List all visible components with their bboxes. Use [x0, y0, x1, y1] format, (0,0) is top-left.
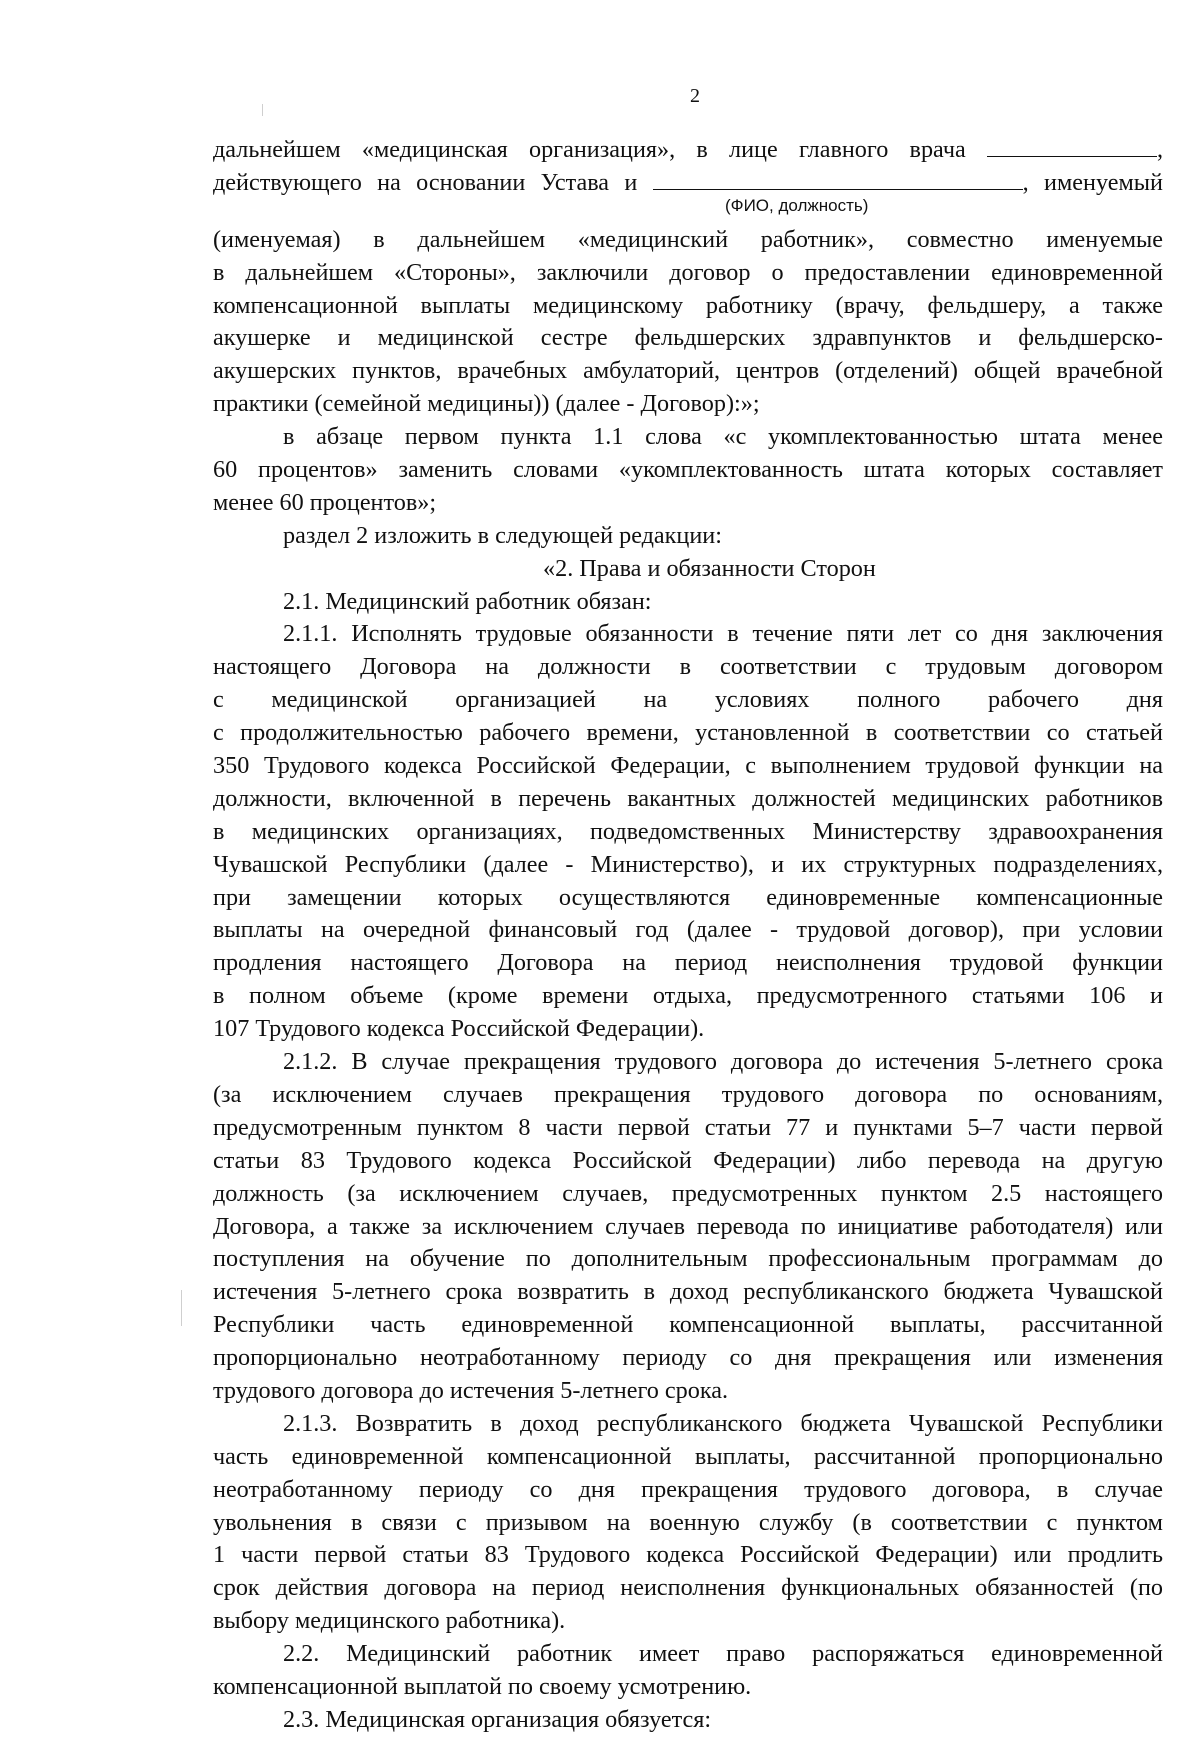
text-segment: действующего на основании Устава и [213, 168, 653, 196]
blank-caption-row [213, 195, 1163, 224]
text-line: 2.1.1. Исполнять трудовые обязанности в течение пяти лет со дня заключения [283, 620, 1163, 648]
text-line: истечения 5-летнего срока возвратить в доход республиканского бюджета Чувашской [213, 1278, 1163, 1306]
fio-blank [653, 169, 1023, 190]
text-line: практики (семейной медицины)) (далее - Договор):»; [213, 390, 760, 418]
text-line: срок действия договора на период неисполнения функциональных обязанностей (по [213, 1574, 1163, 1602]
text-segment: дальнейшем «медицинская организация», в лице главного врача [213, 136, 987, 163]
text-segment: , именуемый [1022, 168, 1163, 196]
text-line: статьи 83 Трудового кодекса Российской Федерации) либо перевода на другую [213, 1146, 1163, 1174]
text-line: выплаты на очередной финансовый год (далее - трудовой договор), при условии [213, 916, 1163, 944]
signature-blank [987, 136, 1157, 157]
page-number: 2 [690, 85, 700, 107]
text-line: пропорционально неотработанному периоду со дня прекращения или изменения [213, 1344, 1163, 1372]
text-line: должности, включенной в перечень вакантных должностей медицинских работников [213, 784, 1163, 812]
text-line: 2.1. Медицинский работник обязан: [283, 587, 652, 615]
text-line: при замещении которых осуществляются единовременные компенсационные [213, 883, 1163, 911]
text-line [213, 167, 1163, 200]
text-line: 2.3. Медицинская организация обязуется: [283, 1705, 712, 1733]
text-line: предусмотренным пунктом 8 части первой статьи 77 и пунктами 5–7 части первой [213, 1113, 1163, 1141]
text-line: 60 процентов» заменить словами «укомплектованность штата которых составляет [213, 456, 1163, 484]
text-line: Чувашской Республики (далее - Министерство), и их структурных подразделениях, [213, 850, 1163, 878]
text-line: 107 Трудового кодекса Российской Федерации). [213, 1015, 705, 1043]
text-line: в медицинских организациях, подведомственных Министерству здравоохранения [213, 817, 1163, 845]
text-line: 1 части первой статьи 83 Трудового кодекса Российской Федерации) или продлить [213, 1541, 1163, 1569]
text-line: Договора, а также за исключением случаев перевода по инициативе работодателя) или [213, 1212, 1163, 1240]
text-line: акушерских пунктов, врачебных амбулаторий, центров (отделений) общей врачебной [213, 357, 1163, 385]
scan-margin-mark [262, 104, 263, 116]
text-line: 2.2. Медицинский работник имеет право распоряжаться единовременной [283, 1640, 1163, 1668]
text-line: поступления на обучение по дополнительным профессиональным программам до [213, 1245, 1163, 1273]
text-line: раздел 2 изложить в следующей редакции: [283, 521, 722, 549]
text-line: Республики часть единовременной компенсационной выплаты, рассчитанной [213, 1311, 1163, 1339]
text-line: (именуемая) в дальнейшем «медицинский работник», совместно именуемые [213, 225, 1163, 253]
text-line: с медицинской организацией на условиях полного рабочего дня [213, 686, 1163, 714]
text-line: менее 60 процентов»; [213, 488, 437, 516]
blank-caption: (ФИО, должность) [725, 195, 869, 215]
text-line: в абзаце первом пункта 1.1 слова «с укомплектованностью штата менее [283, 423, 1163, 451]
text-line: неотработанному периоду со дня прекращения трудового договора, в случае [213, 1475, 1163, 1503]
text-line: настоящего Договора на должности в соответствии с трудовым договором [213, 653, 1163, 681]
text-line: увольнения в связи с призывом на военную службу (в соответствии с пунктом [213, 1508, 1163, 1536]
text-segment: , [1156, 136, 1163, 163]
text-line: (за исключением случаев прекращения трудового договора по основаниям, [213, 1080, 1163, 1108]
text-line: трудового договора до истечения 5-летнего срока. [213, 1376, 728, 1404]
text-line: часть единовременной компенсационной выплаты, рассчитанной пропорционально [213, 1442, 1163, 1470]
text-line [213, 134, 1163, 167]
text-line: продления настоящего Договора на период неисполнения трудовой функции [213, 949, 1163, 977]
text-line: в дальнейшем «Стороны», заключили договор о предоставлении единовременной [213, 258, 1163, 286]
text-line: в полном объеме (кроме времени отдыха, предусмотренного статьями 106 и [213, 982, 1163, 1010]
text-line: компенсационной выплаты медицинскому работнику (врачу, фельдшеру, а также [213, 291, 1163, 319]
text-line: должность (за исключением случаев, предусмотренных пунктом 2.5 настоящего [213, 1179, 1163, 1207]
text-line: с продолжительностью рабочего времени, установленной в соответствии со статьей [213, 719, 1163, 747]
text-line: 2.1.3. Возвратить в доход республиканского бюджета Чувашской Республики [283, 1409, 1163, 1437]
text-line: 2.1.2. В случае прекращения трудового договора до истечения 5-летнего срока [283, 1048, 1163, 1076]
text-line: выбору медицинского работника). [213, 1607, 566, 1635]
scan-margin-mark [181, 1290, 182, 1326]
text-line: акушерке и медицинской сестре фельдшерских здравпунктов и фельдшерско- [213, 324, 1163, 352]
text-line: 350 Трудового кодекса Российской Федерации, с выполнением трудовой функции на [213, 752, 1163, 780]
text-line: компенсационной выплатой по своему усмотрению. [213, 1672, 752, 1700]
section-heading: «2. Права и обязанности Сторон [543, 554, 876, 582]
document-body [213, 134, 1163, 1737]
